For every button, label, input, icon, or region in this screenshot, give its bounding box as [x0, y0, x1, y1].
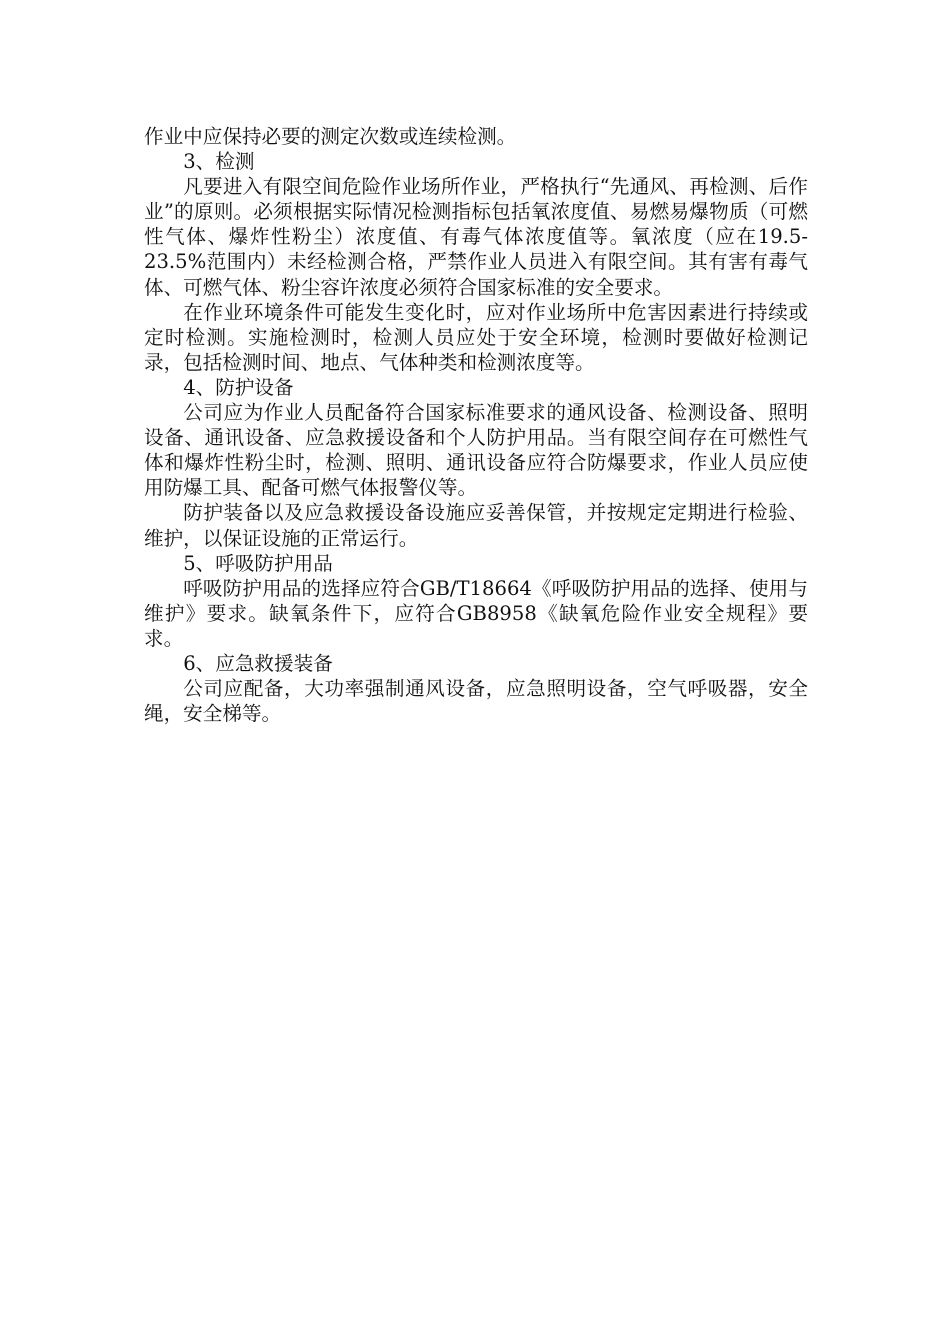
paragraph-equipment-maintenance: 防护装备以及应急救援设备设施应妥善保管，并按规定定期进行检验、维护，以保证设施的正常运行。 — [144, 501, 808, 550]
section-heading-respiratory-protection: 5、呼吸防护用品 — [183, 551, 333, 575]
paragraph-detection-continuous: 在作业环境条件可能发生变化时，应对作业场所中危害因素进行持续或定时检测。实施检测时，检测人员应处于安全环境，检测时要做好检测记录，包括检测时间、地点、气体种类和检测浓度等。 — [144, 300, 808, 374]
paragraph-detection-principle: 凡要进入有限空间危险作业场所作业，严格执行“先通风、再检测、后作业”的原则。必须根据实际情况检测指标包括氧浓度值、易燃易爆物质（可燃性气体、爆炸性粉尘）浓度值、有毒气体浓度值等。氧浓度（应在19.5-23.5%范围内）未经检测合格，严禁作业人员进入有限空间。其有害有毒气体、可燃气体、粉尘容许浓度必须符合国家标准的安全要求。 — [144, 175, 808, 299]
paragraph-continued: 作业中应保持必要的测定次数或连续检测。 — [144, 125, 517, 148]
section-heading-emergency-rescue: 6、应急救援装备 — [183, 651, 333, 675]
paragraph-respiratory-protection: 呼吸防护用品的选择应符合GB/T18664《呼吸防护用品的选择、使用与维护》要求。缺氧条件下，应符合GB8958《缺氧危险作业安全规程》要求。 — [144, 576, 808, 650]
section-heading-protective-equipment: 4、防护设备 — [183, 375, 294, 399]
document-page — [144, 124, 808, 726]
paragraph-emergency-rescue: 公司应配备，大功率强制通风设备，应急照明设备，空气呼吸器，安全绳，安全梯等。 — [144, 677, 808, 726]
section-heading-detection: 3、检测 — [183, 150, 255, 174]
paragraph-protective-equipment: 公司应为作业人员配备符合国家标准要求的通风设备、检测设备、照明设备、通讯设备、应急救援设备和个人防护用品。当有限空间存在可燃性气体和爆炸性粉尘时，检测、照明、通讯设备应符合防爆要求，作业人员应使用防爆工具、配备可燃气体报警仪等。 — [144, 401, 808, 500]
